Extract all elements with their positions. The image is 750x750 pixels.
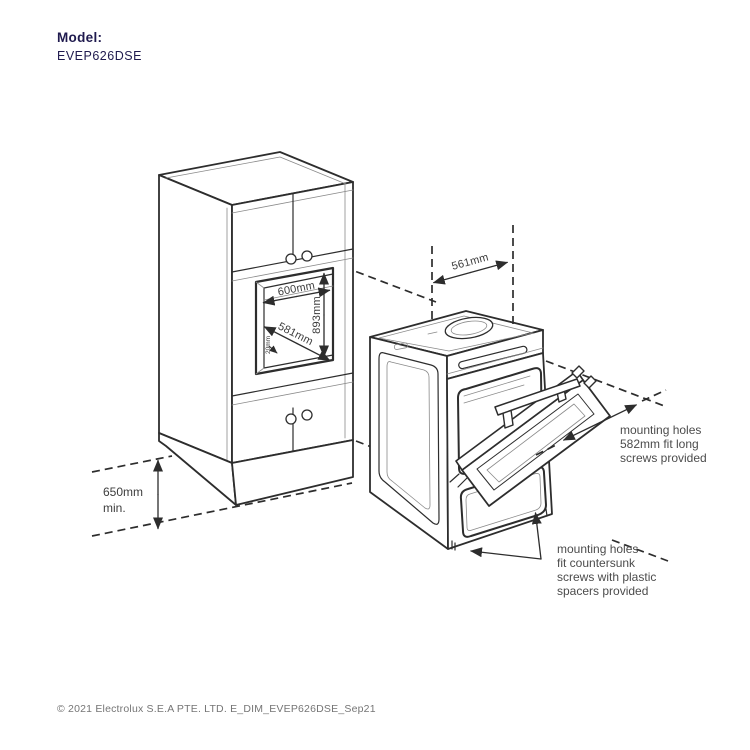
- cutout-depth-dim: 581mm: [275, 320, 315, 349]
- long-screws-note-line-1: mounting holes: [620, 423, 702, 437]
- model-label: Model:: [57, 30, 103, 45]
- projection-line-cutout-top: [344, 267, 436, 302]
- oven-width-dimension: [432, 225, 513, 324]
- countersunk-note-line-3: screws with plastic: [557, 570, 657, 584]
- built-in-oven-drawing: [370, 311, 610, 550]
- oven-width-dim: 561mm: [450, 251, 490, 273]
- bench-height-dimension: [103, 461, 158, 529]
- lower-door-knob-left: [286, 414, 296, 424]
- lower-door-knob-right: [302, 410, 312, 420]
- model-number: EVEP626DSE: [57, 49, 142, 63]
- countersunk-note-line-2: fit countersunk: [557, 556, 636, 570]
- projection-line-bench-left: [92, 456, 172, 472]
- countersunk-note-line-4: spacers provided: [557, 584, 649, 598]
- cabinet-side-face: [159, 175, 232, 463]
- bench-height-qualifier: min.: [103, 501, 126, 515]
- rear-gap-dim: 20mm: [265, 335, 272, 355]
- cutout-height-dim: 893mm: [311, 296, 323, 334]
- copyright-footer: © 2021 Electrolux S.E.A PTE. LTD. E_DIM_EVEP626DSE_Sep21: [57, 703, 376, 715]
- long-screws-note-line-3: screws provided: [620, 451, 707, 465]
- upper-door-knob-right: [302, 251, 312, 261]
- leader-to-drawer-corner: [536, 513, 542, 559]
- bench-height-dim: 650mm: [103, 485, 144, 499]
- leader-to-oven-corner: [471, 551, 541, 559]
- cutout-width-dim: 600mm: [276, 279, 317, 299]
- long-screws-note-line-2: 582mm fit long: [620, 437, 699, 451]
- upper-door-knob-left: [286, 254, 296, 264]
- model-header: [57, 30, 142, 63]
- countersunk-note-line-1: mounting holes: [557, 542, 639, 556]
